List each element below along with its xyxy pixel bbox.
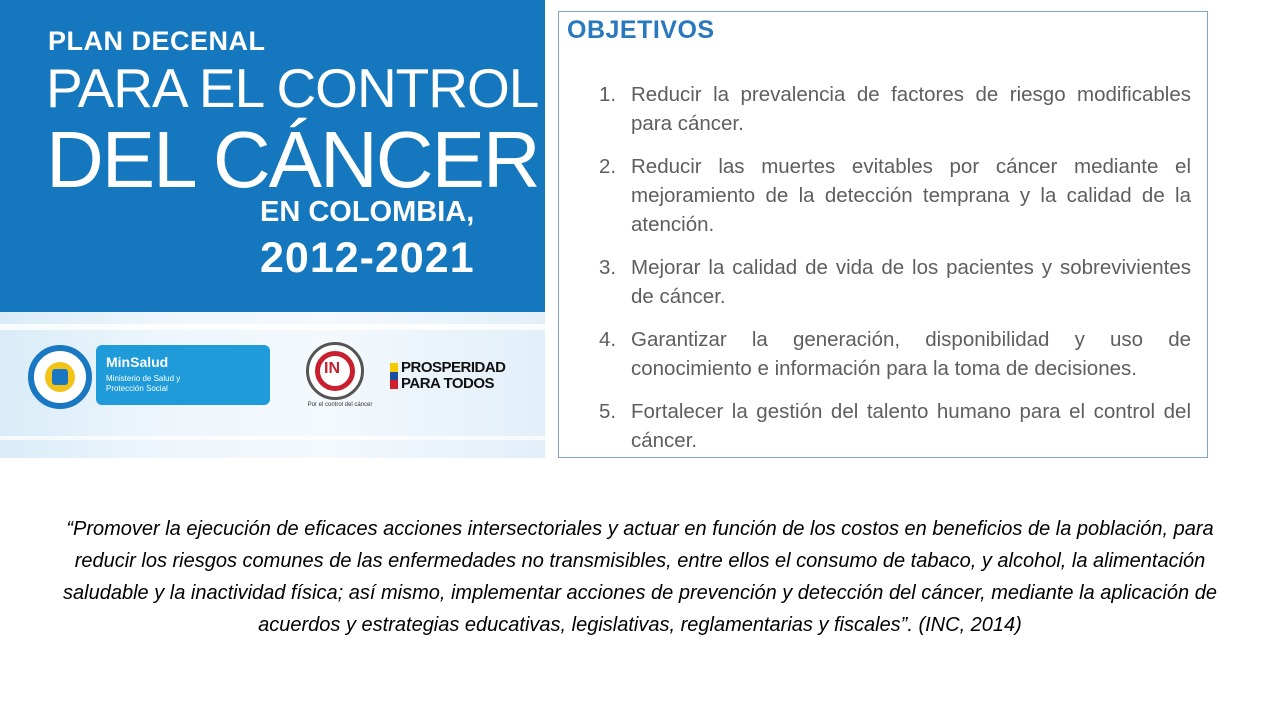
cover-title-line-1: PLAN DECENAL: [48, 26, 266, 56]
inc-caption: Por el control del cáncer: [307, 402, 373, 408]
objective-number: 1.: [599, 83, 617, 106]
objective-item: [599, 80, 1191, 138]
cover-title-line-3: DEL CÁNCER: [46, 115, 539, 204]
objective-number: 5.: [599, 400, 617, 423]
colombia-flag-icon: [390, 363, 398, 389]
plan-decenal-cover: [0, 0, 545, 458]
minsalud-subtitle: Ministerio de Salud y Protección Social: [106, 374, 181, 393]
objective-text: Reducir las muertes evitables por cáncer mediante el mejoramiento de la detección temprana y la calidad de la atención.: [631, 155, 1191, 236]
inc-quote: “Promover la ejecución de eficaces acciones intersectoriales y actuar en función de los costos en beneficios de la población, para reducir los riesgos comunes de las enfermedades no transmisibles, entre ellos el consumo de tabaco, y alcohol, la alimentación saludable y la inactividad física; así mismo, implementar acciones de prevención y detección del cáncer, mediante la aplicación de acuerdos y estrategias educativas, legislativas, reglamentarias y fiscales”. (INC, 2014): [63, 518, 1217, 636]
objective-text: Garantizar la generación, disponibilidad y uso de conocimiento e información para la toma de decisiones.: [631, 328, 1191, 380]
objective-number: 3.: [599, 256, 617, 279]
objective-item: [599, 253, 1191, 311]
cover-title-line-2: PARA EL CONTROL: [46, 57, 539, 119]
objective-item: [599, 152, 1191, 239]
prosperidad-text: PROSPERIDAD PARA TODOS: [401, 359, 506, 392]
minsalud-logo: [96, 345, 270, 405]
objective-text: Mejorar la calidad de vida de los pacientes y sobrevivientes de cáncer.: [631, 256, 1191, 308]
cover-years: 2012-2021: [260, 234, 475, 282]
minsalud-title: MinSalud: [106, 354, 169, 370]
objective-text: Reducir la prevalencia de factores de riesgo modificables para cáncer.: [631, 83, 1191, 135]
objectives-list: [599, 80, 1191, 469]
objective-text: Fortalecer la gestión del talento humano para el control del cáncer.: [631, 400, 1191, 452]
objective-item: [599, 397, 1191, 455]
cover-logo-strip: [0, 312, 545, 458]
objective-item: [599, 325, 1191, 383]
objective-number: 4.: [599, 328, 617, 351]
inc-logo: [306, 342, 364, 400]
objectives-panel: [558, 11, 1208, 458]
objectives-title: OBJETIVOS: [567, 16, 715, 44]
objective-number: 2.: [599, 155, 617, 178]
cover-title-line-4: EN COLOMBIA,: [260, 196, 475, 228]
inc-letters: IN: [324, 360, 340, 377]
colombia-seal-logo: [28, 345, 92, 409]
